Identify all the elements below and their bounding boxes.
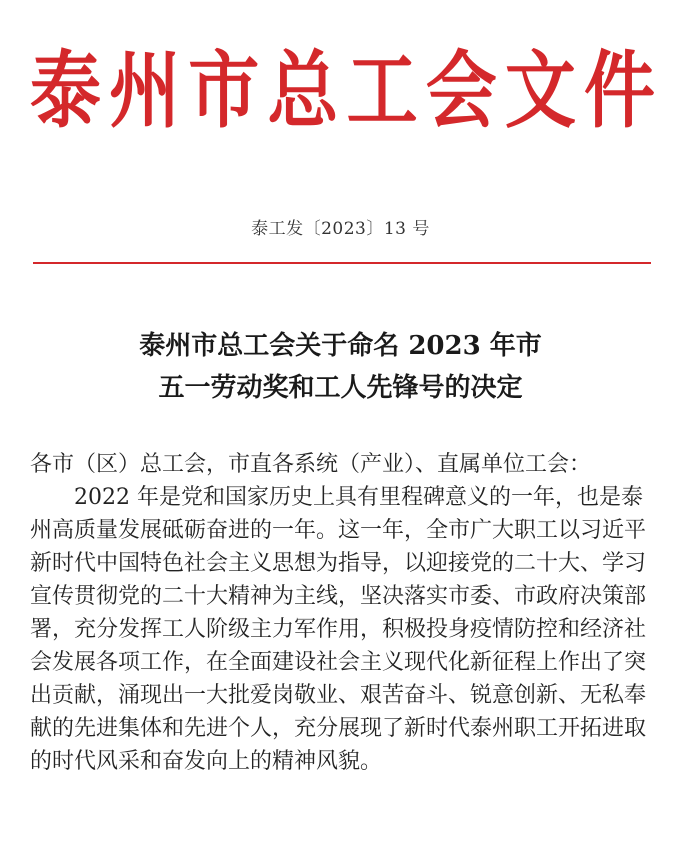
paragraph-line: 州高质量发展砥砺奋进的一年。这一年，全市广大职工以习近平 xyxy=(30,518,647,543)
paragraph-line: 会发展各项工作，在全面建设社会主义现代化新征程上作出了突 xyxy=(30,650,647,675)
masthead-char: 文 xyxy=(504,39,576,139)
masthead-char: 件 xyxy=(583,39,655,139)
masthead-char: 州 xyxy=(109,39,181,139)
document-body xyxy=(30,448,655,778)
paragraph-line: 2022 年是党和国家历史上具有里程碑意义的一年，也是泰 xyxy=(74,485,643,510)
paragraph-line: 新时代中国特色社会主义思想为指导，以迎接党的二十大、学习 xyxy=(30,551,647,576)
masthead-char: 会 xyxy=(425,39,497,139)
red-divider-line xyxy=(33,262,651,264)
body-paragraph xyxy=(30,481,655,778)
masthead-char: 工 xyxy=(346,39,418,139)
title-line-2: 五一劳动奖和工人先锋号的决定 xyxy=(158,373,523,403)
paragraph-line: 的时代风采和奋发向上的精神风貌。 xyxy=(30,749,383,774)
masthead-char: 市 xyxy=(188,39,260,139)
paragraph-line: 宣传贯彻党的二十大精神为主线，坚决落实市委、市政府决策部 xyxy=(30,584,647,609)
masthead-char: 总 xyxy=(267,39,339,139)
document-title xyxy=(0,325,681,409)
salutation: 各市（区）总工会，市直各系统（产业）、直属单位工会： xyxy=(30,452,592,477)
document-masthead xyxy=(30,40,655,140)
paragraph-line: 献的先进集体和先进个人，充分展现了新时代泰州职工开拓进取 xyxy=(30,716,647,741)
document-number: 泰工发〔2023〕13 号 xyxy=(251,219,430,239)
title-line-1: 泰州市总工会关于命名 2023 年市 xyxy=(139,331,542,361)
paragraph-line: 署，充分发挥工人阶级主力军作用，积极投身疫情防控和经济社 xyxy=(30,617,647,642)
paragraph-line: 出贡献，涌现出一大批爱岗敬业、艰苦奋斗、锐意创新、无私奉 xyxy=(30,683,647,708)
masthead-char: 泰 xyxy=(30,39,102,139)
